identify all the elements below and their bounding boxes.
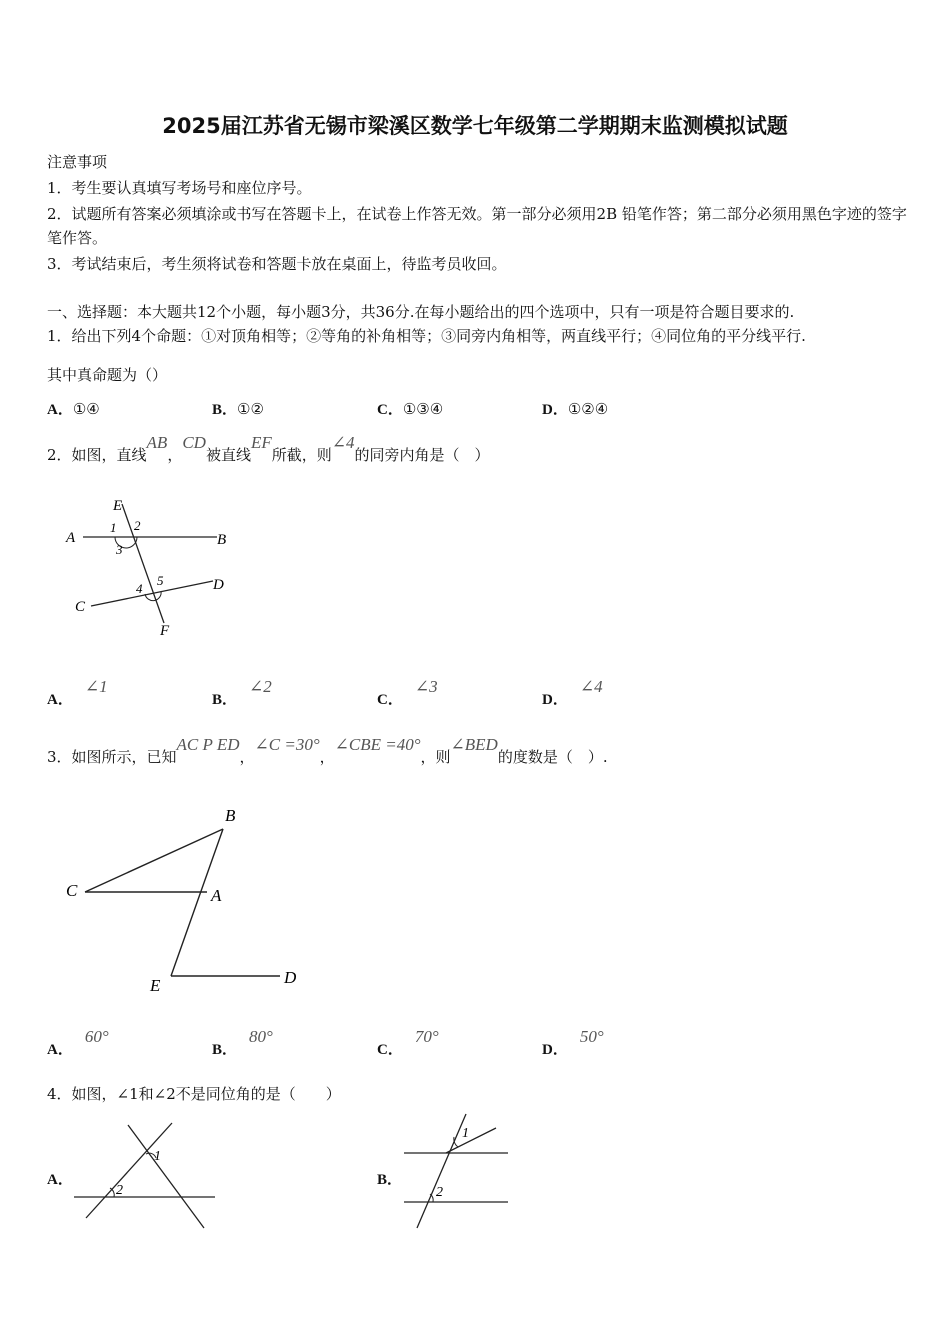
notice-item-2: 2．试题所有答案必须填涂或书写在答题卡上，在试卷上作答无效。第一部分必须用2B 铅笔作答；第二部分必须用黑色字迹的签字笔作答。 <box>47 205 907 247</box>
q2-math-ab: AB <box>146 433 168 452</box>
label-B: B <box>225 806 236 825</box>
q2-stem-end: 的同旁内角是（ ） <box>354 446 490 464</box>
option-label: B． <box>377 1172 403 1188</box>
option-text: ∠2 <box>249 677 272 696</box>
q1-option-b[interactable] <box>212 398 264 419</box>
label-A: A <box>66 530 76 546</box>
label-E: E <box>150 976 161 995</box>
page-title: 2025届江苏省无锡市梁溪区数学七年级第二学期期末监测模拟试题 <box>162 114 788 138</box>
q2-stem <box>47 433 490 465</box>
notice-heading: 注意事项 <box>47 153 108 171</box>
notice-item-3: 3．考试结束后，考生须将试卷和答题卡放在桌面上，待监考员收回。 <box>47 255 507 273</box>
q3-option-b[interactable] <box>212 1027 273 1059</box>
label-1: 1 <box>462 1126 469 1141</box>
q2-option-c[interactable] <box>377 677 438 709</box>
q4-stem: 4．如图，∠1和∠2不是同位角的是（ ） <box>47 1085 341 1103</box>
q2-stem-num: 2．如图，直线 <box>47 446 147 464</box>
q1-stem: 1．给出下列4个命题：①对顶角相等；②等角的补角相等；③同旁内角相等，两直线平行；④同位角的平分线平行. <box>47 327 806 345</box>
label-2: 2 <box>116 1183 123 1198</box>
option-text: ①②④ <box>567 400 609 418</box>
option-text: ①② <box>237 400 264 418</box>
line-rising <box>86 1123 172 1218</box>
option-text: 50° <box>579 1027 604 1046</box>
q3-option-c[interactable] <box>377 1027 439 1059</box>
label-1: 1 <box>154 1149 161 1164</box>
line-falling <box>128 1125 204 1228</box>
option-text: 60° <box>84 1027 109 1046</box>
label-B: B <box>217 532 227 548</box>
q2-option-d[interactable] <box>542 677 603 709</box>
label-5: 5 <box>157 573 164 588</box>
q3-math-parallel: AC P ED <box>176 735 240 754</box>
option-label: A． <box>47 1042 73 1058</box>
option-text: ①④ <box>72 400 100 418</box>
q2-stem-mid: 被直线 <box>205 446 251 464</box>
option-label: B． <box>212 1042 238 1058</box>
option-label: C． <box>377 402 403 418</box>
section-heading: 一、选择题：本大题共12个小题，每小题3分，共36分.在每小题给出的四个选项中，只有一项是符合题目要求的. <box>47 303 795 321</box>
notice-item-1: 1．考生要认真填写考场号和座位序号。 <box>47 179 312 197</box>
q2-math-ef: EF <box>250 433 272 452</box>
label-4: 4 <box>136 581 143 596</box>
line-cd <box>91 581 213 606</box>
option-label: C． <box>377 692 403 708</box>
q3-figure <box>55 800 315 1000</box>
q2-figure <box>55 490 255 645</box>
option-label: D． <box>542 692 568 708</box>
q3-comma-3: ，则 <box>420 748 451 766</box>
option-label: D． <box>542 1042 568 1058</box>
q2-math-cd: CD <box>182 433 206 452</box>
q1-option-d[interactable] <box>542 398 608 419</box>
option-label: B． <box>212 402 238 418</box>
q2-math-angle: ∠4 <box>331 433 355 452</box>
option-text: ∠4 <box>579 677 603 696</box>
option-text: 80° <box>249 1027 273 1046</box>
q3-comma-1: ， <box>239 748 255 766</box>
q4-figure-a[interactable] <box>70 1118 220 1233</box>
label-2: 2 <box>134 518 141 533</box>
option-label: A． <box>47 1172 73 1188</box>
label-D: D <box>284 968 297 987</box>
option-text: ①③④ <box>402 400 444 418</box>
q2-option-b[interactable] <box>212 677 272 709</box>
option-label: B． <box>212 692 238 708</box>
q4-option-a[interactable] <box>47 1168 73 1189</box>
q3-math-angle-bed: ∠BED <box>450 735 498 754</box>
q3-option-a[interactable] <box>47 1027 109 1059</box>
q2-stem-mid2: 所截，则 <box>271 446 332 464</box>
q4-figure-b[interactable] <box>400 1108 515 1233</box>
segment-cb <box>85 829 223 892</box>
q3-math-angle-cbe: ∠CBE =40° <box>334 735 421 754</box>
q3-option-d[interactable] <box>542 1027 604 1059</box>
label-1: 1 <box>110 520 117 535</box>
option-label: A． <box>47 692 73 708</box>
label-2: 2 <box>436 1185 443 1200</box>
label-A: A <box>211 886 222 905</box>
q1-stem-2: 其中真命题为（） <box>47 366 168 384</box>
angle-arc-2 <box>110 1188 114 1197</box>
label-D: D <box>213 577 224 593</box>
option-text: ∠3 <box>414 677 438 696</box>
q3-math-angle-c: ∠C =30° <box>254 735 320 754</box>
option-label: C． <box>377 1042 403 1058</box>
label-E: E <box>113 498 123 514</box>
q3-stem-end: 的度数是（ ）. <box>497 748 608 766</box>
label-F: F <box>160 623 170 639</box>
option-text: ∠1 <box>84 677 108 696</box>
q3-stem <box>47 735 608 767</box>
q2-comma: ， <box>167 446 183 464</box>
label-C: C <box>66 881 78 900</box>
line-transversal <box>417 1114 466 1228</box>
q2-option-a[interactable] <box>47 677 108 709</box>
q3-comma-2: ， <box>319 748 335 766</box>
q1-option-c[interactable] <box>377 398 443 419</box>
q1-option-a[interactable] <box>47 398 100 419</box>
q4-option-b[interactable] <box>377 1168 402 1189</box>
line-ef <box>122 504 164 623</box>
option-label: D． <box>542 402 568 418</box>
label-C: C <box>75 599 86 615</box>
label-3: 3 <box>116 542 123 557</box>
option-text: 70° <box>414 1027 439 1046</box>
option-label: A． <box>47 402 73 418</box>
q3-stem-num: 3．如图所示，已知 <box>47 748 177 766</box>
